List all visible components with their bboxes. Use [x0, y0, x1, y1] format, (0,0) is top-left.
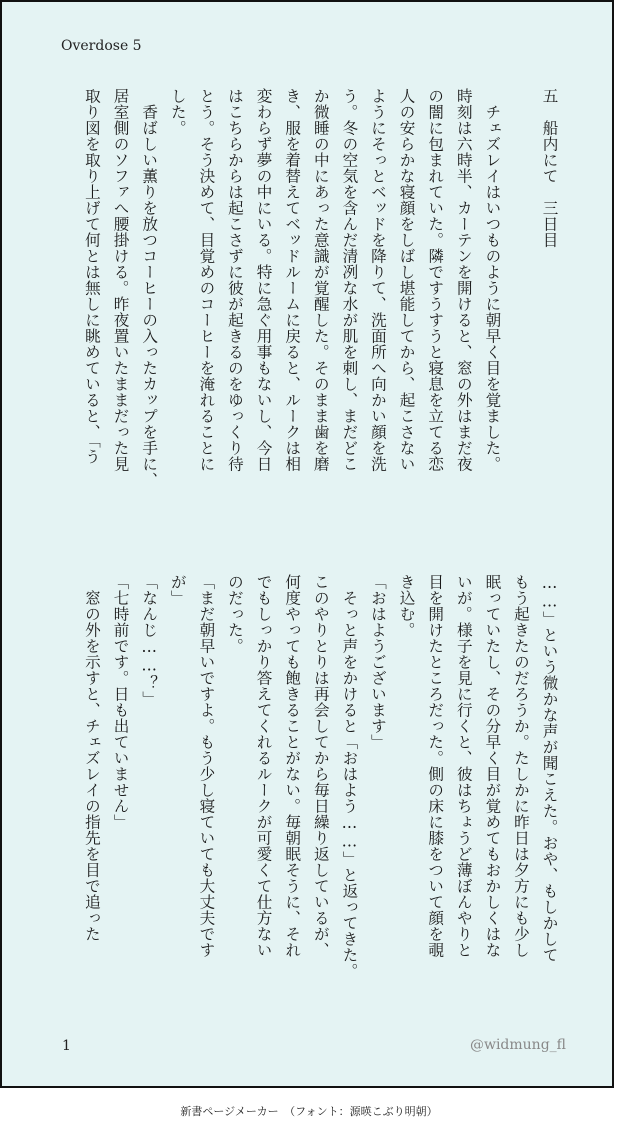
author-handle: @widmung_fl: [469, 1037, 566, 1053]
text-column: 人の安らかな寝顔をしばし堪能してから、起こさない: [397, 88, 416, 472]
text-column: 「七時前です。日も出ていません」: [111, 574, 130, 830]
footer-credit: 新書ページメーカー （フォント：源暎こぶり明朝）: [180, 1105, 438, 1118]
page-header-title: Overdose 5: [61, 38, 142, 54]
text-column: いが。様子を見に行くと、彼はちょうど薄ぼんやりと: [454, 574, 473, 958]
text-column: 変わらず夢の中にいる。特に急ぐ用事もないし、今日: [254, 88, 273, 472]
text-column: 時刻は六時半、カーテンを開けると、窓の外はまだ夜: [454, 88, 473, 472]
text-column: 取り図を取り上げて何とは無しに眺めていると、「う: [82, 88, 101, 465]
text-column: そっと声をかけると「おはよう……」と返ってきた。: [340, 574, 359, 979]
text-column: 何度やっても飽きることがない。毎朝眠そうに、それ: [283, 574, 302, 958]
text-column: う。冬の空気を含んだ清冽な水が肌を刺し、まだどこ: [340, 88, 359, 472]
text-column: チェズレイはいつものように朝早く目を覚ました。: [483, 88, 502, 472]
text-column: 窓の外を示すと、チェズレイの指先を目で追った: [82, 574, 101, 942]
text-column: はこちらからは起こさずに彼が起きるのをゆっくり待: [225, 88, 244, 472]
text-column: のだった。: [225, 574, 244, 654]
text-column: 五 船内にて 三日目: [540, 88, 559, 248]
text-column: 「なんじ……？」: [140, 574, 159, 707]
text-column: もう起きたのだろうか。たしかに昨日は夕方にも少し: [511, 574, 530, 958]
text-column: とう。そう決めて、目覚めのコーヒーを淹れることに: [197, 88, 216, 472]
text-column: 目を開けたところだった。側の床に膝をついて顔を覗: [426, 574, 445, 958]
text-column: が」: [168, 574, 187, 606]
text-column: でもしっかり答えてくれるルークが可愛くて仕方ない: [254, 574, 273, 958]
text-column: 「まだ朝早いですよ。もう少し寝ていても大丈夫です: [197, 574, 216, 958]
text-column: ……」という微かな声が聞こえた。おや、もしかして: [540, 574, 559, 963]
text-column: 眠っていたし、その分早く目が覚めてもおかしくはな: [483, 574, 502, 958]
text-column: き込む。: [397, 574, 416, 638]
text-column: か微睡の中にあった意識が覚醒した。そのまま歯を磨: [311, 88, 330, 472]
page-number: 1: [62, 1038, 71, 1054]
text-column: 「おはようございます」: [368, 574, 387, 750]
text-column: した。: [168, 88, 187, 136]
text-column: 居室側のソファへ腰掛ける。昨夜置いたままだった見: [111, 88, 130, 472]
text-column: ようにそっとベッドを降りて、洗面所へ向かい顔を洗: [368, 88, 387, 472]
text-column: このやりとりは再会してから毎日繰り返しているが、: [311, 574, 330, 958]
text-column: 香ばしい薫りを放つコーヒーの入ったカップを手に、: [140, 88, 159, 488]
text-column: の闇に包まれていた。隣ですうすうと寝息を立てる恋: [426, 88, 445, 472]
text-column: き、服を着替えてベッドルームに戻ると、ルークは相: [283, 88, 302, 472]
